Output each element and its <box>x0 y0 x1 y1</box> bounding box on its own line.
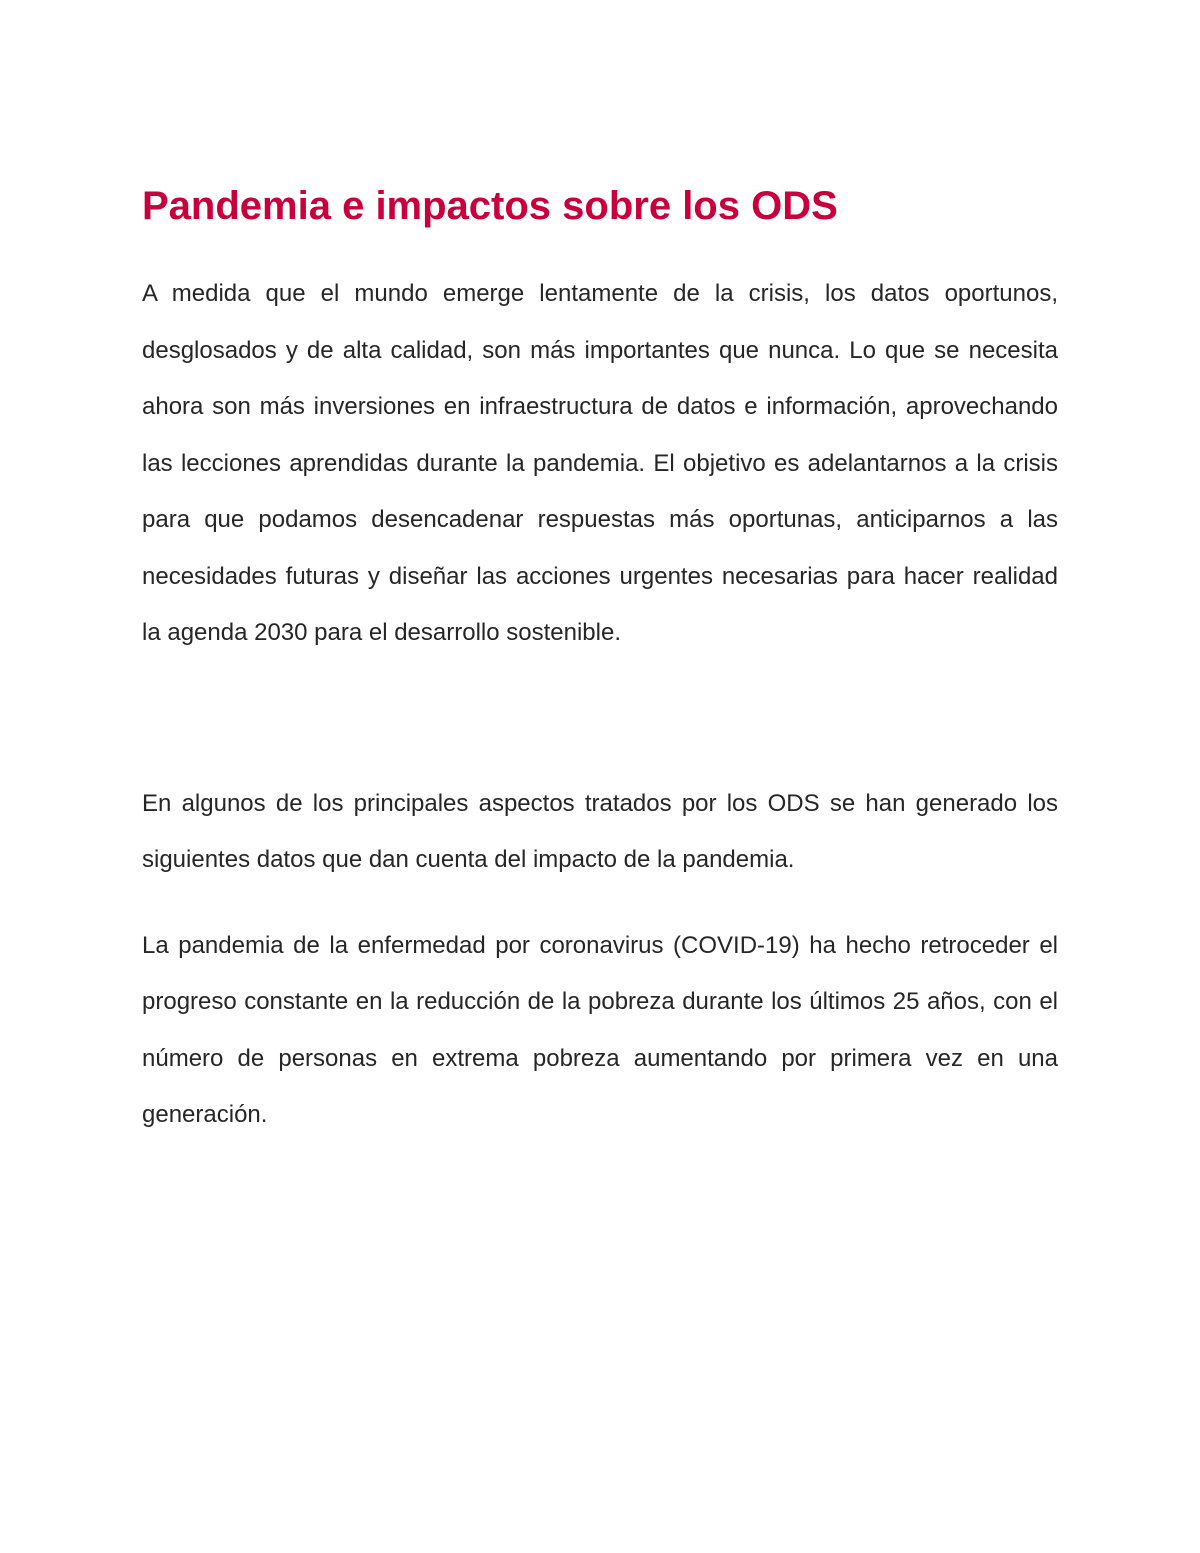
paragraph-data-investment: A medida que el mundo emerge lentamente de la crisis, los datos oportunos, desglosados y de alta calidad, son más importantes que nunca. Lo que se necesita ahora son más inversiones en infraestructura de datos e información, aprovechando las lecciones aprendidas durante la pandemia. El objetivo es adelantarnos a la crisis para que podamos desencadenar respuestas más oportunas, anticiparnos a las necesidades futuras y diseñar las acciones urgentes necesarias para hacer realidad la agenda 2030 para el desarrollo sostenible. <box>142 280 1058 646</box>
document-content <box>142 178 1058 1144</box>
paragraph-poverty-impact: La pandemia de la enfermedad por coronavirus (COVID-19) ha hecho retroceder el progreso constante en la reducción de la pobreza durante los últimos 25 años, con el número de personas en extrema pobreza aumentando por primera vez en una generación. <box>142 931 1058 1128</box>
paragraph-ods-aspects: En algunos de los principales aspectos tratados por los ODS se han generado los siguientes datos que dan cuenta del impacto de la pandemia. <box>142 789 1058 873</box>
document-title: Pandemia e impactos sobre los ODS <box>142 184 838 228</box>
